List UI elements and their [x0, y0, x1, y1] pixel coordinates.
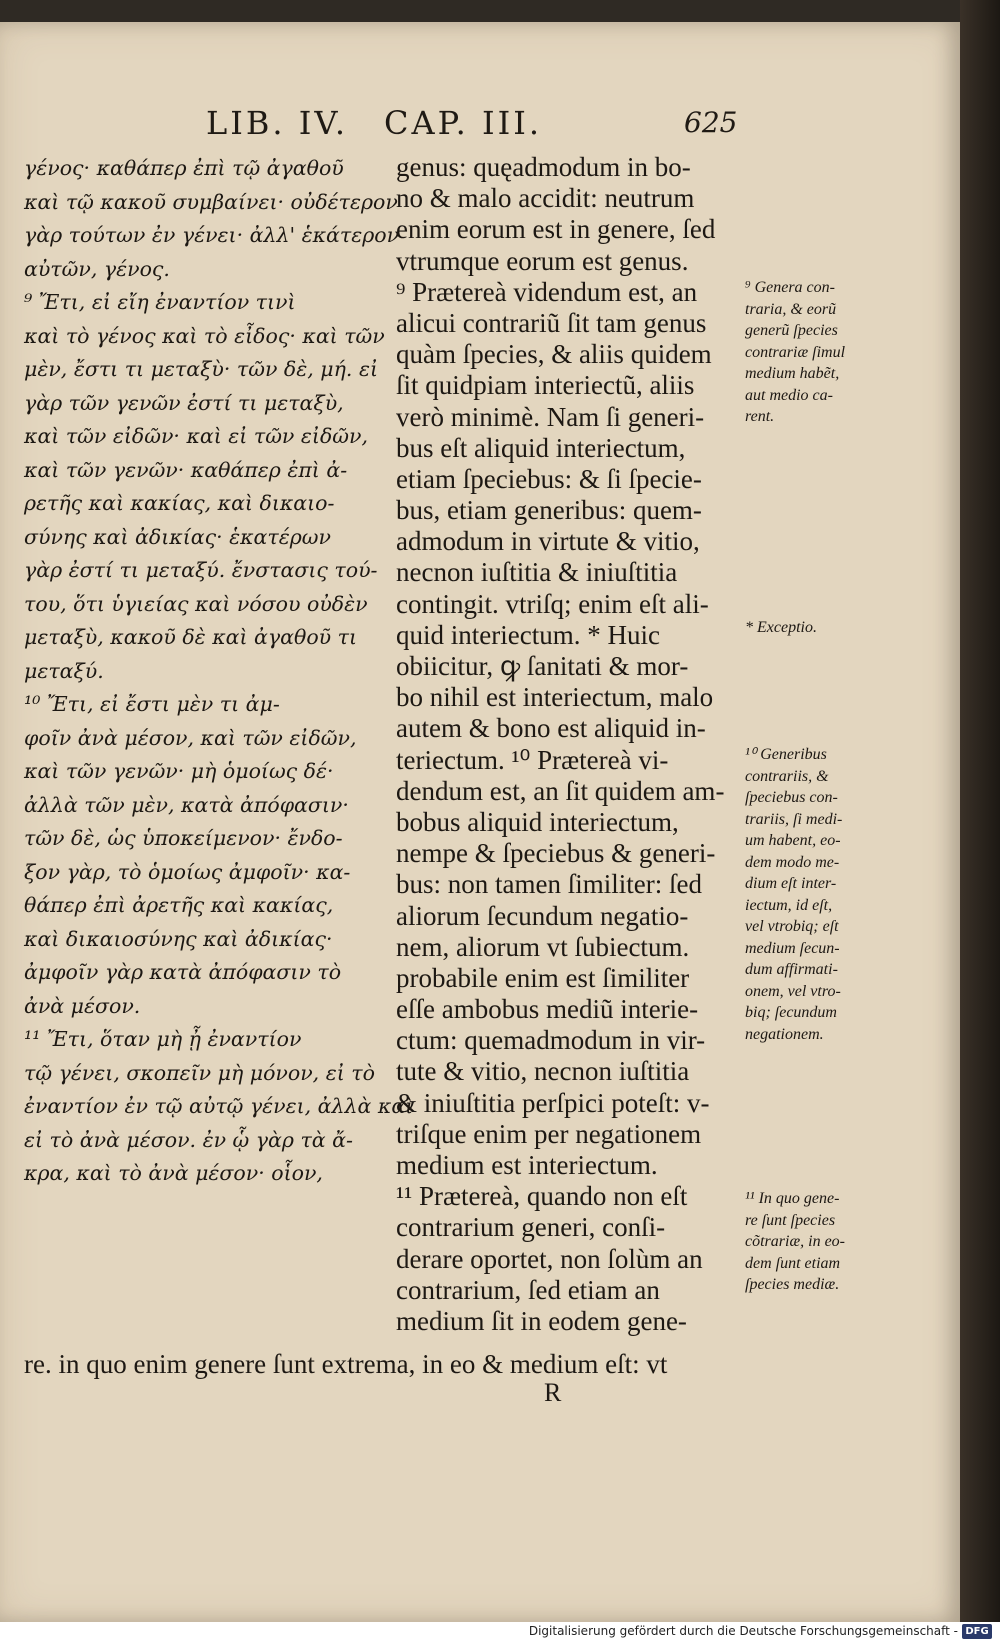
- latin-text-line: genus: quęadmodum in bo-: [396, 152, 691, 182]
- margin-note-line: biq; ſecundum: [745, 1004, 837, 1021]
- running-head: [0, 104, 960, 144]
- margin-note-line: dium eſt inter-: [745, 875, 837, 892]
- latin-text-line: quàm ſpecies, & aliis quidem: [396, 339, 712, 370]
- latin-column: [396, 152, 744, 1337]
- latin-text-line: derare oportet, non ſolùm an: [396, 1243, 703, 1274]
- latin-text-line: dendum est, an ſit quidem am-: [396, 775, 725, 806]
- latin-text-line: medium ſit in eodem gene-: [396, 1305, 687, 1336]
- latin-text-line: no & malo accidit: neutrum: [396, 183, 695, 214]
- latin-text-line: ſit quidpiam interiectũ, aliis: [396, 370, 695, 401]
- latin-text-line: tute & vitio, necnon iuſtitia: [396, 1056, 690, 1087]
- latin-text-line: bus eſt aliquid interiectum,: [396, 432, 686, 463]
- greek-text-line: ¹¹ Ἔτι, ὅταν μὴ ᾖ ἐναντίον: [24, 1027, 302, 1051]
- latin-text-line: contrarium generi, conſi-: [396, 1212, 666, 1243]
- greek-text-line: καὶ τὸ γένος καὶ τὸ εἶδος· καὶ τῶν: [24, 323, 385, 348]
- greek-text-line: καὶ τῶν εἰδῶν· καὶ εἰ τῶν εἰδῶν,: [24, 424, 368, 448]
- latin-text-line: ctum: quemadmodum in vir-: [396, 1025, 706, 1056]
- latin-text-line: quid interiectum. * Huic: [396, 619, 660, 650]
- greek-text-line: μεταξύ.: [24, 658, 104, 683]
- greek-text-line: γένος· καθάπερ ἐπὶ τῷ ἀγαθοῦ: [24, 156, 344, 180]
- greek-text-line: ⁹ Ἔτι, εἰ εἴη ἐναντίον τινὶ: [24, 290, 296, 314]
- margin-note-line: ſpecies mediæ.: [745, 1276, 840, 1293]
- margin-note-line: iectum, id eſt,: [745, 896, 833, 914]
- margin-note-line: trariis, ſi medi-: [745, 810, 843, 828]
- greek-text-line: τῷ γένει, σκοπεῖν μὴ μόνον, εἰ τὸ: [24, 1060, 375, 1085]
- margin-note-line: traria, & eorũ: [745, 300, 837, 318]
- page-number: 625: [684, 106, 738, 139]
- latin-text-line: etiam ſpeciebus: & ſi ſpecie-: [396, 463, 702, 494]
- dfg-logo: DFG: [962, 1624, 992, 1639]
- latin-text-line: triſque enim per negationem: [396, 1118, 702, 1149]
- margin-note-line: vel vtrobiq; eſt: [745, 918, 839, 935]
- latin-text-line: verò minimè. Nam ſi generi-: [396, 401, 705, 432]
- margin-note-line: ſpeciebus con-: [745, 789, 838, 806]
- greek-text-line: φοῖν ἀνὰ μέσον, καὶ τῶν εἰδῶν,: [24, 725, 357, 750]
- greek-text-line: ἀνὰ μέσον.: [24, 993, 141, 1018]
- greek-text-line: ξον γὰρ, τὸ ὁμοίως ἀμφοῖν· κα-: [24, 859, 351, 884]
- greek-text-line: μεταξὺ, κακοῦ δὲ καὶ ἀγαθοῦ τι: [24, 625, 358, 649]
- margin-note-line: onem, vel vtro-: [745, 982, 841, 1000]
- greek-text-line: γὰρ ἐστί τι μεταξύ. ἔνστασις τού-: [24, 558, 378, 582]
- latin-text-line: nempe & ſpeciebus & generi-: [396, 838, 716, 869]
- greek-text-line: καὶ τῶν γενῶν· μὴ ὁμοίως δέ·: [24, 759, 334, 783]
- latin-text-line: contrarium, ſed etiam an: [396, 1274, 660, 1305]
- greek-text-line: μὲν, ἔστι τι μεταξὺ· τῶν δὲ, μή. εἰ: [24, 357, 378, 381]
- latin-text-line: autem & bono est aliquid in-: [396, 713, 706, 744]
- book-edge: [960, 0, 1000, 1622]
- greek-text-line: τῶν δὲ, ὡς ὑποκείμενον· ἔνδο-: [24, 826, 343, 850]
- latin-text-line: necnon iuſtitia & iniuſtitia: [396, 557, 678, 588]
- margin-note-line: ¹¹ In quo gene-: [745, 1190, 840, 1207]
- margin-note-in-quo-genere: [745, 1188, 885, 1296]
- margin-note-line: um habent, eo-: [745, 832, 841, 849]
- margin-note-line: dum affirmati-: [745, 961, 838, 978]
- margin-note-line: re ſunt ſpecies: [745, 1211, 836, 1229]
- greek-text-line: εἰ τὸ ἀνὰ μέσον. ἐν ᾧ γὰρ τὰ ἄ-: [24, 1127, 353, 1152]
- margin-note-generibus: [745, 744, 885, 1045]
- margin-note-line: contrariis, &: [745, 767, 829, 785]
- margin-note-line: dem ſunt etiam: [745, 1254, 841, 1272]
- greek-text-line: αὐτῶν, γένος.: [24, 256, 170, 281]
- footer-credit: Digitalisierung gefördert durch die Deutsche Forschungsgemeinschaft -: [528, 1624, 958, 1638]
- margin-note-line: dem modo me-: [745, 853, 840, 871]
- greek-text-line: καὶ δικαιοσύνης καὶ ἀδικίας·: [24, 926, 333, 951]
- margin-note-line: medium ſecun-: [745, 939, 840, 957]
- book-page: [0, 22, 960, 1622]
- margin-note-line: negationem.: [745, 1025, 824, 1043]
- latin-text-line: bus, etiam generibus: quem-: [396, 495, 702, 526]
- greek-text-line: καὶ τῷ κακοῦ συμβαίνει· οὐδέτερον: [24, 189, 398, 214]
- digitization-footer: [0, 1622, 1000, 1643]
- latin-text-line: vtrumque eorum est genus.: [396, 245, 689, 276]
- latin-text-line: contingit. vtriſq; enim eſt ali-: [396, 588, 709, 619]
- greek-text-line: ἐναντίον ἐν τῷ αὐτῷ γένει, ἀλλὰ καὶ: [24, 1094, 414, 1118]
- latin-text-line: medium est interiectum.: [396, 1150, 658, 1180]
- latin-text-line: bobus aliquid interiectum,: [396, 806, 679, 837]
- greek-text-line: ἀλλὰ τῶν μὲν, κατὰ ἀπόφασιν·: [24, 792, 349, 817]
- margin-note-line: medium habẽt,: [745, 365, 840, 382]
- latin-text-line: eſſe ambobus mediũ interie-: [396, 994, 699, 1025]
- greek-text-line: ἀμφοῖν γὰρ κατὰ ἀπόφασιν τὸ: [24, 960, 342, 984]
- greek-text-line: του, ὅτι ὑγιείας καὶ νόσου οὐδὲν: [24, 591, 368, 616]
- greek-text-line: καὶ τῶν γενῶν· καθάπερ ἐπὶ ἀ-: [24, 457, 348, 482]
- latin-text-line: probabile enim est ſimiliter: [396, 962, 690, 993]
- book-label: LIB. IV.: [206, 104, 349, 142]
- latin-text-line: obiicitur, ꝙ ſanitati & mor-: [396, 651, 689, 681]
- greek-column: [24, 152, 414, 1191]
- latin-text-line: teriectum. ¹⁰ Prætereà vi-: [396, 744, 669, 775]
- margin-note-line: ¹⁰ Generibus: [745, 746, 827, 763]
- margin-note-line: cõtrariæ, in eo-: [745, 1233, 845, 1250]
- latin-text-line: & iniuſtitia perſpici poteſt: v-: [396, 1087, 710, 1118]
- greek-text-line: γὰρ τούτων ἐν γένει· ἀλλ' ἑκάτερον: [24, 223, 400, 247]
- latin-text-line: ⁹ Prætereà videndum est, an: [396, 276, 698, 307]
- greek-text-line: θάπερ ἐπὶ ἀρετῆς καὶ κακίας,: [24, 893, 334, 917]
- greek-text-line: σύνης καὶ ἀδικίας· ἑκατέρων: [24, 524, 331, 549]
- margin-note-genera: [745, 277, 885, 428]
- greek-text-line: γὰρ τῶν γενῶν ἐστί τι μεταξὺ,: [24, 390, 344, 415]
- chapter-label: CAP. III.: [384, 104, 543, 142]
- latin-text-line: enim eorum est in genere, ſed: [396, 214, 716, 245]
- signature-mark: R: [544, 1378, 562, 1407]
- latin-text-line: nem, aliorum vt ſubiectum.: [396, 931, 690, 962]
- margin-note-exceptio: [745, 617, 885, 639]
- latin-text-line: aliorum ſecundum negatio-: [396, 900, 689, 931]
- latin-text-line: admodum in virtute & vitio,: [396, 526, 700, 557]
- latin-text-line: alicui contrariũ ſit tam genus: [396, 307, 707, 338]
- margin-note-line: aut medio ca-: [745, 386, 833, 404]
- greek-text-line: κρα, καὶ τὸ ἀνὰ μέσον· οἷον,: [24, 1161, 323, 1185]
- latin-text-line: bo nihil est interiectum, malo: [396, 682, 714, 713]
- final-text-line: re. in quo enim genere ſunt extrema, in eo & medium eſt: vt: [24, 1349, 668, 1379]
- margin-note-line: generũ ſpecies: [745, 322, 838, 339]
- greek-text-line: ¹⁰ Ἔτι, εἰ ἔστι μὲν τι ἀμ-: [24, 692, 280, 716]
- margin-note-line: contrariæ ſimul: [745, 343, 846, 361]
- latin-text-line: bus: non tamen ſimiliter: ſed: [396, 869, 702, 900]
- latin-text-line: ¹¹ Prætereà, quando non eſt: [396, 1181, 688, 1212]
- greek-text-line: ρετῆς καὶ κακίας, καὶ δικαιο-: [24, 491, 335, 515]
- margin-note-line: ⁹ Genera con-: [745, 279, 835, 296]
- margin-note-line: rent.: [745, 408, 775, 425]
- margin-note-line: * Exceptio.: [745, 619, 817, 636]
